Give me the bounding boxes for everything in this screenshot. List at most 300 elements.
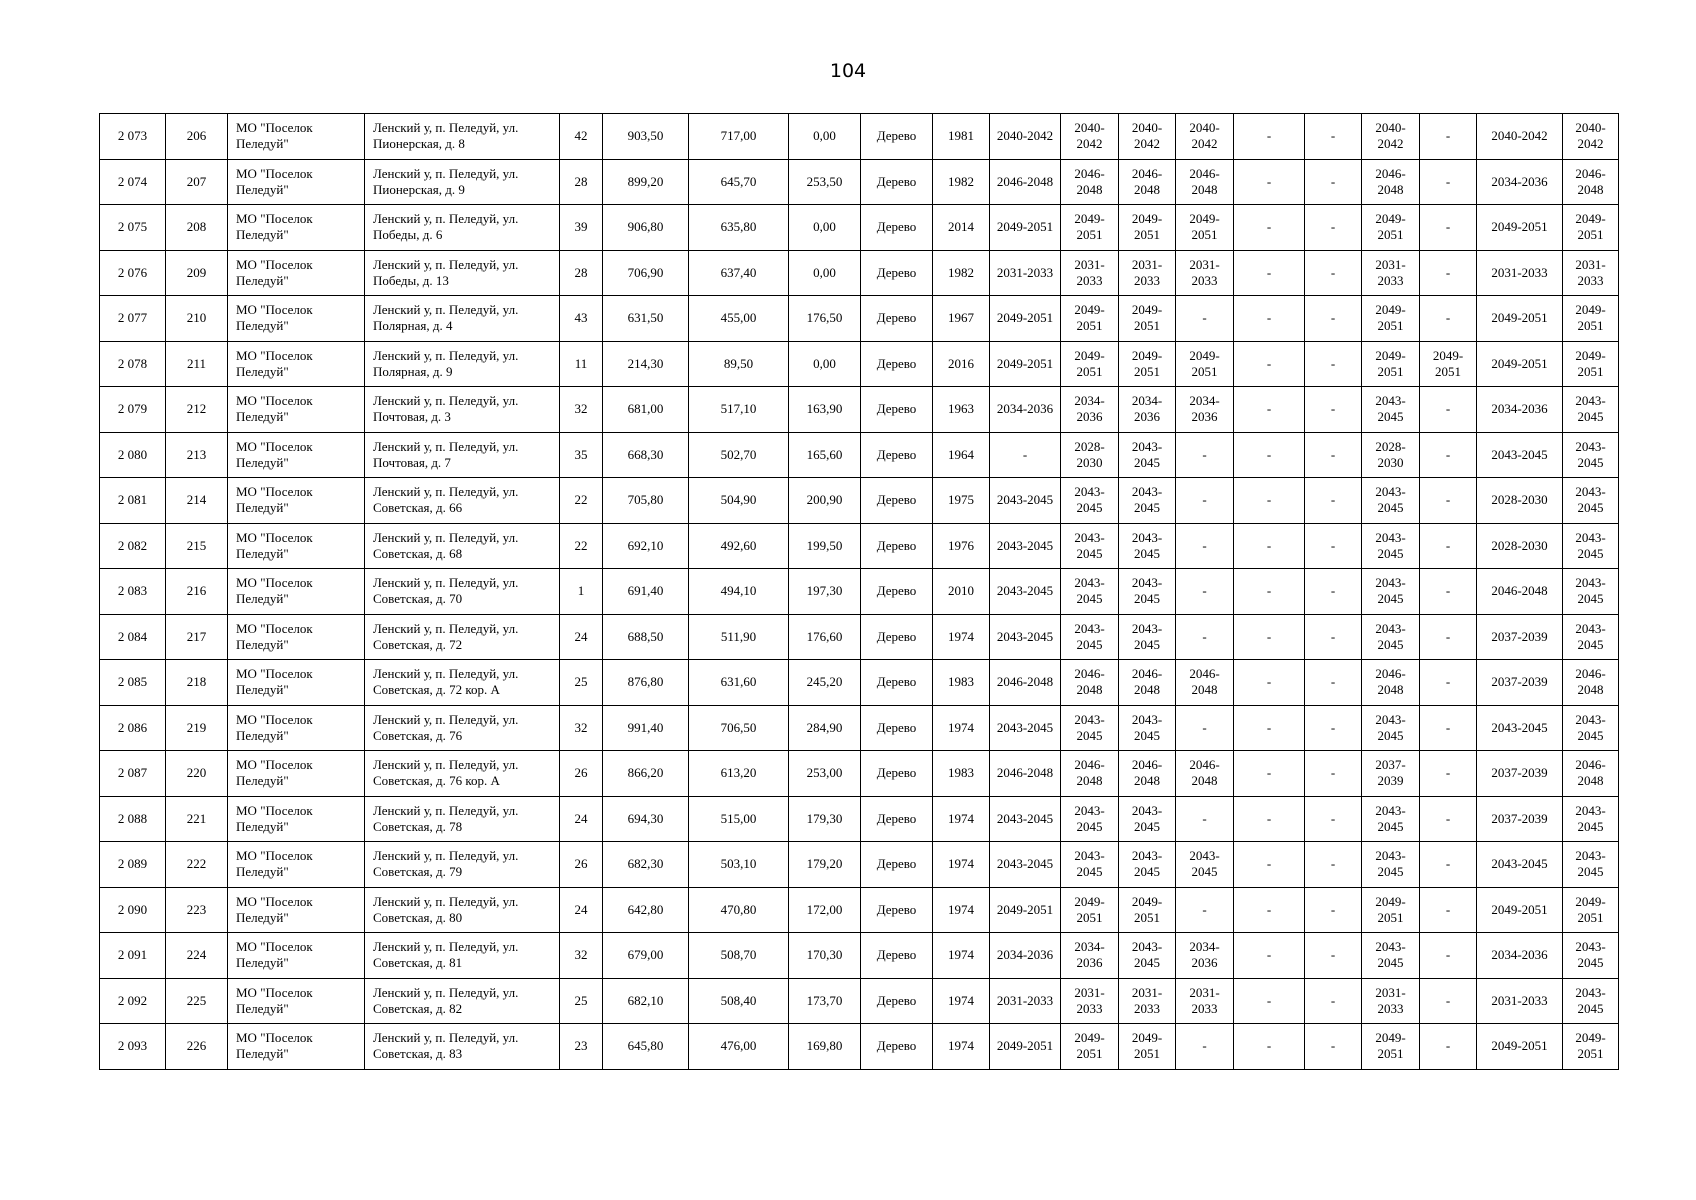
row-number-cell: 2 087 (100, 751, 166, 797)
municipality-cell: МО "Поселок Пеледуй" (228, 114, 365, 160)
period-cell-9: 2034-2036 (1477, 159, 1563, 205)
period-cell-9: 2049-2051 (1477, 1024, 1563, 1070)
build-year-cell: 1974 (933, 1024, 990, 1070)
period-cell-3: 2031-2033 (1119, 250, 1176, 296)
row-number-cell: 2 088 (100, 796, 166, 842)
wall-material-cell: Дерево (861, 205, 933, 251)
period-cell-5: - (1234, 614, 1305, 660)
municipality-cell: МО "Поселок Пеледуй" (228, 569, 365, 615)
count-cell: 11 (560, 341, 603, 387)
period-cell-7: 2028-2030 (1362, 432, 1420, 478)
address-cell: Ленский у, п. Пеледуй, ул. Пионерская, д. 8 (365, 114, 560, 160)
period-cell-2: 2043-2045 (1061, 614, 1119, 660)
period-cell-3: 2046-2048 (1119, 751, 1176, 797)
period-cell-5: - (1234, 569, 1305, 615)
period-cell-6: - (1305, 341, 1362, 387)
period-cell-2: 2046-2048 (1061, 159, 1119, 205)
nonresidential-area-cell: 179,20 (789, 842, 861, 888)
period-cell-1: 2049-2051 (990, 205, 1061, 251)
page-number: 104 (829, 60, 867, 82)
period-cell-2: 2043-2045 (1061, 796, 1119, 842)
period-cell-10: 2043-2045 (1563, 933, 1619, 979)
index-cell: 222 (166, 842, 228, 888)
period-cell-5: - (1234, 341, 1305, 387)
municipality-cell: МО "Поселок Пеледуй" (228, 523, 365, 569)
nonresidential-area-cell: 163,90 (789, 387, 861, 433)
nonresidential-area-cell: 0,00 (789, 341, 861, 387)
period-cell-7: 2031-2033 (1362, 978, 1420, 1024)
period-cell-1: 2043-2045 (990, 523, 1061, 569)
nonresidential-area-cell: 170,30 (789, 933, 861, 979)
period-cell-9: 2031-2033 (1477, 978, 1563, 1024)
index-cell: 226 (166, 1024, 228, 1070)
period-cell-6: - (1305, 978, 1362, 1024)
period-cell-5: - (1234, 978, 1305, 1024)
period-cell-4: 2034-2036 (1176, 387, 1234, 433)
period-cell-3: 2043-2045 (1119, 432, 1176, 478)
count-cell: 39 (560, 205, 603, 251)
total-area-cell: 642,80 (603, 887, 689, 933)
period-cell-10: 2049-2051 (1563, 1024, 1619, 1070)
period-cell-4: 2043-2045 (1176, 842, 1234, 888)
total-area-cell: 214,30 (603, 341, 689, 387)
table-row (100, 296, 1619, 342)
period-cell-5: - (1234, 250, 1305, 296)
period-cell-3: 2043-2045 (1119, 523, 1176, 569)
address-cell: Ленский у, п. Пеледуй, ул. Советская, д. 76 (365, 705, 560, 751)
period-cell-3: 2046-2048 (1119, 660, 1176, 706)
period-cell-9: 2037-2039 (1477, 751, 1563, 797)
period-cell-7: 2049-2051 (1362, 205, 1420, 251)
residential-area-cell: 494,10 (689, 569, 789, 615)
wall-material-cell: Дерево (861, 432, 933, 478)
build-year-cell: 1983 (933, 751, 990, 797)
period-cell-3: 2046-2048 (1119, 159, 1176, 205)
period-cell-8: - (1420, 842, 1477, 888)
period-cell-5: - (1234, 114, 1305, 160)
row-number-cell: 2 080 (100, 432, 166, 478)
index-cell: 221 (166, 796, 228, 842)
period-cell-8: - (1420, 614, 1477, 660)
period-cell-9: 2046-2048 (1477, 569, 1563, 615)
nonresidential-area-cell: 172,00 (789, 887, 861, 933)
period-cell-7: 2043-2045 (1362, 842, 1420, 888)
period-cell-10: 2049-2051 (1563, 205, 1619, 251)
period-cell-7: 2046-2048 (1362, 159, 1420, 205)
period-cell-8: 2049-2051 (1420, 341, 1477, 387)
period-cell-8: - (1420, 159, 1477, 205)
period-cell-7: 2049-2051 (1362, 296, 1420, 342)
period-cell-2: 2043-2045 (1061, 569, 1119, 615)
count-cell: 22 (560, 478, 603, 524)
period-cell-7: 2043-2045 (1362, 705, 1420, 751)
residential-area-cell: 706,50 (689, 705, 789, 751)
residential-area-cell: 635,80 (689, 205, 789, 251)
period-cell-4: - (1176, 432, 1234, 478)
period-cell-1: 2043-2045 (990, 569, 1061, 615)
period-cell-9: 2040-2042 (1477, 114, 1563, 160)
address-cell: Ленский у, п. Пеледуй, ул. Советская, д. 82 (365, 978, 560, 1024)
period-cell-7: 2043-2045 (1362, 933, 1420, 979)
table-row (100, 205, 1619, 251)
municipality-cell: МО "Поселок Пеледуй" (228, 660, 365, 706)
residential-area-cell: 492,60 (689, 523, 789, 569)
period-cell-4: - (1176, 523, 1234, 569)
build-year-cell: 1982 (933, 159, 990, 205)
period-cell-6: - (1305, 250, 1362, 296)
table-row (100, 1024, 1619, 1070)
count-cell: 32 (560, 387, 603, 433)
municipality-cell: МО "Поселок Пеледуй" (228, 478, 365, 524)
nonresidential-area-cell: 245,20 (789, 660, 861, 706)
housing-table (99, 113, 1619, 1070)
address-cell: Ленский у, п. Пеледуй, ул. Советская, д. 70 (365, 569, 560, 615)
period-cell-3: 2034-2036 (1119, 387, 1176, 433)
residential-area-cell: 502,70 (689, 432, 789, 478)
period-cell-6: - (1305, 159, 1362, 205)
table-row (100, 751, 1619, 797)
build-year-cell: 1974 (933, 842, 990, 888)
count-cell: 22 (560, 523, 603, 569)
build-year-cell: 1974 (933, 887, 990, 933)
period-cell-1: 2040-2042 (990, 114, 1061, 160)
nonresidential-area-cell: 197,30 (789, 569, 861, 615)
total-area-cell: 645,80 (603, 1024, 689, 1070)
period-cell-5: - (1234, 523, 1305, 569)
count-cell: 42 (560, 114, 603, 160)
municipality-cell: МО "Поселок Пеледуй" (228, 842, 365, 888)
period-cell-2: 2049-2051 (1061, 296, 1119, 342)
wall-material-cell: Дерево (861, 660, 933, 706)
total-area-cell: 631,50 (603, 296, 689, 342)
index-cell: 224 (166, 933, 228, 979)
wall-material-cell: Дерево (861, 523, 933, 569)
period-cell-4: 2049-2051 (1176, 341, 1234, 387)
total-area-cell: 679,00 (603, 933, 689, 979)
residential-area-cell: 504,90 (689, 478, 789, 524)
count-cell: 23 (560, 1024, 603, 1070)
wall-material-cell: Дерево (861, 159, 933, 205)
period-cell-5: - (1234, 660, 1305, 706)
period-cell-10: 2046-2048 (1563, 159, 1619, 205)
table-row (100, 432, 1619, 478)
period-cell-7: 2043-2045 (1362, 569, 1420, 615)
period-cell-8: - (1420, 978, 1477, 1024)
address-cell: Ленский у, п. Пеледуй, ул. Почтовая, д. 7 (365, 432, 560, 478)
period-cell-8: - (1420, 205, 1477, 251)
index-cell: 210 (166, 296, 228, 342)
period-cell-6: - (1305, 387, 1362, 433)
row-number-cell: 2 085 (100, 660, 166, 706)
row-number-cell: 2 083 (100, 569, 166, 615)
nonresidential-area-cell: 0,00 (789, 205, 861, 251)
total-area-cell: 706,90 (603, 250, 689, 296)
period-cell-8: - (1420, 796, 1477, 842)
period-cell-7: 2040-2042 (1362, 114, 1420, 160)
count-cell: 24 (560, 796, 603, 842)
period-cell-5: - (1234, 842, 1305, 888)
wall-material-cell: Дерево (861, 1024, 933, 1070)
period-cell-8: - (1420, 387, 1477, 433)
period-cell-1: - (990, 432, 1061, 478)
period-cell-7: 2037-2039 (1362, 751, 1420, 797)
residential-area-cell: 631,60 (689, 660, 789, 706)
period-cell-2: 2031-2033 (1061, 978, 1119, 1024)
wall-material-cell: Дерево (861, 842, 933, 888)
total-area-cell: 688,50 (603, 614, 689, 660)
period-cell-5: - (1234, 1024, 1305, 1070)
period-cell-9: 2049-2051 (1477, 341, 1563, 387)
wall-material-cell: Дерево (861, 341, 933, 387)
build-year-cell: 1983 (933, 660, 990, 706)
period-cell-3: 2043-2045 (1119, 478, 1176, 524)
period-cell-2: 2043-2045 (1061, 705, 1119, 751)
period-cell-8: - (1420, 250, 1477, 296)
municipality-cell: МО "Поселок Пеледуй" (228, 387, 365, 433)
period-cell-3: 2049-2051 (1119, 1024, 1176, 1070)
wall-material-cell: Дерево (861, 569, 933, 615)
address-cell: Ленский у, п. Пеледуй, ул. Советская, д. 78 (365, 796, 560, 842)
period-cell-10: 2043-2045 (1563, 614, 1619, 660)
wall-material-cell: Дерево (861, 887, 933, 933)
period-cell-8: - (1420, 523, 1477, 569)
nonresidential-area-cell: 169,80 (789, 1024, 861, 1070)
period-cell-1: 2043-2045 (990, 796, 1061, 842)
period-cell-3: 2043-2045 (1119, 933, 1176, 979)
row-number-cell: 2 076 (100, 250, 166, 296)
period-cell-6: - (1305, 432, 1362, 478)
index-cell: 218 (166, 660, 228, 706)
index-cell: 208 (166, 205, 228, 251)
period-cell-10: 2046-2048 (1563, 751, 1619, 797)
total-area-cell: 682,30 (603, 842, 689, 888)
municipality-cell: МО "Поселок Пеледуй" (228, 796, 365, 842)
period-cell-5: - (1234, 432, 1305, 478)
period-cell-9: 2031-2033 (1477, 250, 1563, 296)
row-number-cell: 2 078 (100, 341, 166, 387)
table-row (100, 933, 1619, 979)
period-cell-5: - (1234, 159, 1305, 205)
address-cell: Ленский у, п. Пеледуй, ул. Пионерская, д. 9 (365, 159, 560, 205)
municipality-cell: МО "Поселок Пеледуй" (228, 614, 365, 660)
row-number-cell: 2 086 (100, 705, 166, 751)
period-cell-6: - (1305, 933, 1362, 979)
period-cell-3: 2031-2033 (1119, 978, 1176, 1024)
municipality-cell: МО "Поселок Пеледуй" (228, 887, 365, 933)
period-cell-4: - (1176, 705, 1234, 751)
row-number-cell: 2 075 (100, 205, 166, 251)
period-cell-10: 2046-2048 (1563, 660, 1619, 706)
table-row (100, 842, 1619, 888)
index-cell: 209 (166, 250, 228, 296)
period-cell-10: 2043-2045 (1563, 705, 1619, 751)
address-cell: Ленский у, п. Пеледуй, ул. Победы, д. 6 (365, 205, 560, 251)
period-cell-4: 2031-2033 (1176, 250, 1234, 296)
residential-area-cell: 503,10 (689, 842, 789, 888)
period-cell-4: 2046-2048 (1176, 751, 1234, 797)
municipality-cell: МО "Поселок Пеледуй" (228, 751, 365, 797)
period-cell-9: 2028-2030 (1477, 523, 1563, 569)
period-cell-5: - (1234, 478, 1305, 524)
period-cell-7: 2049-2051 (1362, 887, 1420, 933)
total-area-cell: 876,80 (603, 660, 689, 706)
municipality-cell: МО "Поселок Пеледуй" (228, 159, 365, 205)
wall-material-cell: Дерево (861, 114, 933, 160)
nonresidential-area-cell: 0,00 (789, 250, 861, 296)
period-cell-3: 2049-2051 (1119, 296, 1176, 342)
period-cell-1: 2031-2033 (990, 978, 1061, 1024)
index-cell: 212 (166, 387, 228, 433)
table-row (100, 569, 1619, 615)
build-year-cell: 1974 (933, 978, 990, 1024)
wall-material-cell: Дерево (861, 478, 933, 524)
municipality-cell: МО "Поселок Пеледуй" (228, 250, 365, 296)
period-cell-8: - (1420, 705, 1477, 751)
table-row (100, 614, 1619, 660)
period-cell-3: 2043-2045 (1119, 705, 1176, 751)
address-cell: Ленский у, п. Пеледуй, ул. Советская, д. 76 кор. А (365, 751, 560, 797)
period-cell-6: - (1305, 614, 1362, 660)
index-cell: 207 (166, 159, 228, 205)
period-cell-5: - (1234, 796, 1305, 842)
wall-material-cell: Дерево (861, 614, 933, 660)
table-row (100, 660, 1619, 706)
period-cell-10: 2043-2045 (1563, 796, 1619, 842)
period-cell-8: - (1420, 1024, 1477, 1070)
municipality-cell: МО "Поселок Пеледуй" (228, 1024, 365, 1070)
residential-area-cell: 508,70 (689, 933, 789, 979)
period-cell-8: - (1420, 569, 1477, 615)
period-cell-9: 2034-2036 (1477, 387, 1563, 433)
residential-area-cell: 508,40 (689, 978, 789, 1024)
build-year-cell: 1974 (933, 796, 990, 842)
period-cell-9: 2037-2039 (1477, 660, 1563, 706)
table-row (100, 705, 1619, 751)
period-cell-6: - (1305, 1024, 1362, 1070)
period-cell-1: 2049-2051 (990, 887, 1061, 933)
address-cell: Ленский у, п. Пеледуй, ул. Полярная, д. 4 (365, 296, 560, 342)
nonresidential-area-cell: 253,50 (789, 159, 861, 205)
nonresidential-area-cell: 173,70 (789, 978, 861, 1024)
period-cell-9: 2043-2045 (1477, 705, 1563, 751)
period-cell-8: - (1420, 933, 1477, 979)
period-cell-1: 2049-2051 (990, 296, 1061, 342)
count-cell: 25 (560, 660, 603, 706)
period-cell-9: 2043-2045 (1477, 842, 1563, 888)
count-cell: 28 (560, 250, 603, 296)
period-cell-3: 2040-2042 (1119, 114, 1176, 160)
address-cell: Ленский у, п. Пеледуй, ул. Полярная, д. 9 (365, 341, 560, 387)
wall-material-cell: Дерево (861, 978, 933, 1024)
table-row (100, 114, 1619, 160)
nonresidential-area-cell: 176,60 (789, 614, 861, 660)
total-area-cell: 694,30 (603, 796, 689, 842)
residential-area-cell: 637,40 (689, 250, 789, 296)
table-row (100, 341, 1619, 387)
period-cell-8: - (1420, 432, 1477, 478)
period-cell-1: 2046-2048 (990, 159, 1061, 205)
index-cell: 225 (166, 978, 228, 1024)
period-cell-2: 2049-2051 (1061, 887, 1119, 933)
period-cell-1: 2046-2048 (990, 751, 1061, 797)
row-number-cell: 2 073 (100, 114, 166, 160)
period-cell-6: - (1305, 114, 1362, 160)
residential-area-cell: 470,80 (689, 887, 789, 933)
period-cell-1: 2046-2048 (990, 660, 1061, 706)
period-cell-4: 2046-2048 (1176, 660, 1234, 706)
period-cell-1: 2043-2045 (990, 478, 1061, 524)
total-area-cell: 903,50 (603, 114, 689, 160)
row-number-cell: 2 090 (100, 887, 166, 933)
residential-area-cell: 89,50 (689, 341, 789, 387)
table-row (100, 478, 1619, 524)
period-cell-7: 2049-2051 (1362, 341, 1420, 387)
residential-area-cell: 476,00 (689, 1024, 789, 1070)
period-cell-3: 2049-2051 (1119, 887, 1176, 933)
period-cell-1: 2043-2045 (990, 705, 1061, 751)
period-cell-9: 2049-2051 (1477, 887, 1563, 933)
nonresidential-area-cell: 165,60 (789, 432, 861, 478)
residential-area-cell: 515,00 (689, 796, 789, 842)
residential-area-cell: 511,90 (689, 614, 789, 660)
period-cell-4: - (1176, 887, 1234, 933)
count-cell: 25 (560, 978, 603, 1024)
row-number-cell: 2 079 (100, 387, 166, 433)
period-cell-4: - (1176, 569, 1234, 615)
build-year-cell: 1981 (933, 114, 990, 160)
nonresidential-area-cell: 179,30 (789, 796, 861, 842)
period-cell-6: - (1305, 296, 1362, 342)
period-cell-6: - (1305, 751, 1362, 797)
period-cell-10: 2043-2045 (1563, 387, 1619, 433)
row-number-cell: 2 081 (100, 478, 166, 524)
period-cell-6: - (1305, 842, 1362, 888)
table-row (100, 887, 1619, 933)
period-cell-8: - (1420, 296, 1477, 342)
period-cell-6: - (1305, 478, 1362, 524)
period-cell-7: 2043-2045 (1362, 478, 1420, 524)
address-cell: Ленский у, п. Пеледуй, ул. Почтовая, д. 3 (365, 387, 560, 433)
build-year-cell: 1974 (933, 705, 990, 751)
period-cell-5: - (1234, 751, 1305, 797)
nonresidential-area-cell: 0,00 (789, 114, 861, 160)
nonresidential-area-cell: 284,90 (789, 705, 861, 751)
period-cell-5: - (1234, 387, 1305, 433)
municipality-cell: МО "Поселок Пеледуй" (228, 432, 365, 478)
period-cell-5: - (1234, 705, 1305, 751)
wall-material-cell: Дерево (861, 705, 933, 751)
address-cell: Ленский у, п. Пеледуй, ул. Советская, д. 81 (365, 933, 560, 979)
nonresidential-area-cell: 199,50 (789, 523, 861, 569)
period-cell-1: 2049-2051 (990, 341, 1061, 387)
period-cell-10: 2040-2042 (1563, 114, 1619, 160)
total-area-cell: 991,40 (603, 705, 689, 751)
period-cell-4: 2031-2033 (1176, 978, 1234, 1024)
index-cell: 206 (166, 114, 228, 160)
period-cell-1: 2043-2045 (990, 842, 1061, 888)
wall-material-cell: Дерево (861, 250, 933, 296)
period-cell-5: - (1234, 887, 1305, 933)
period-cell-2: 2028-2030 (1061, 432, 1119, 478)
wall-material-cell: Дерево (861, 796, 933, 842)
index-cell: 215 (166, 523, 228, 569)
period-cell-9: 2034-2036 (1477, 933, 1563, 979)
period-cell-2: 2049-2051 (1061, 1024, 1119, 1070)
count-cell: 26 (560, 751, 603, 797)
table-row (100, 978, 1619, 1024)
build-year-cell: 1963 (933, 387, 990, 433)
period-cell-10: 2043-2045 (1563, 523, 1619, 569)
